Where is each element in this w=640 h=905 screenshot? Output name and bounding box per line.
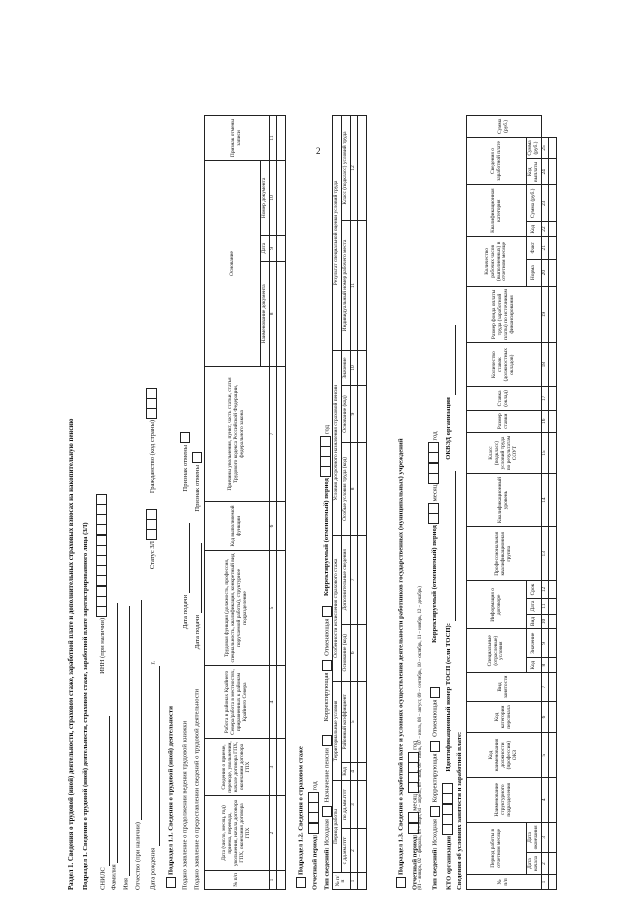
col-num: 12: [541, 581, 548, 598]
th-hours: Количество рабочих часов (выполненных) в отчетном месяце: [467, 236, 527, 286]
col-num: 4: [541, 777, 548, 822]
table-cell[interactable]: [548, 137, 556, 159]
sub13-id-num-label: Идентификационный номер ТОСП (если ТОСП):: [445, 623, 453, 772]
th-code: Код: [341, 762, 350, 780]
patronymic-row: [134, 600, 142, 890]
labor-activity-table: [204, 115, 286, 890]
cancel-sign-label: Признак отмены: [181, 444, 189, 492]
insurance-experience-table: [332, 115, 367, 890]
sub12-title: Подраздел 1.2. Сведения о страховом стаже: [297, 746, 305, 875]
sub11-title-row: [166, 706, 176, 890]
sub11-app-row: [180, 430, 190, 890]
table-cell[interactable]: [548, 259, 556, 286]
app-date2-field[interactable]: [194, 543, 202, 613]
table-cell[interactable]: [548, 527, 556, 581]
sub13-corr-year-label: год: [431, 431, 439, 441]
col-num: 6: [269, 502, 276, 551]
th-kod: Код: [527, 222, 542, 237]
app-submit-label: Подано заявление о продолжении ведения трудовой книжки: [181, 720, 189, 890]
table-cell[interactable]: [548, 474, 556, 527]
th-ind-num: Индивидуальный номер рабочего места: [341, 221, 350, 351]
col-num: 2: [350, 829, 357, 873]
th-class: Класс (подкласс) условий труда по результатам СОУТ: [467, 432, 542, 473]
col-num: 1: [350, 873, 357, 890]
th-doc-date: Дата: [261, 235, 270, 261]
table-cell[interactable]: [357, 781, 366, 829]
table-cell[interactable]: [276, 116, 285, 161]
th-from: с дд.мм.гггг: [341, 829, 350, 873]
col-num: 3: [541, 822, 548, 853]
table-cell[interactable]: [548, 581, 556, 598]
table-cell[interactable]: [357, 116, 366, 221]
sub13-type-row: [428, 431, 442, 890]
name-row: [122, 606, 130, 890]
col-num: 9: [350, 385, 357, 442]
sub13-corrective-label: Корректирующая: [431, 753, 439, 803]
th-reason: Причины увольнения, пункт, часть статьи, статья Трудового кодекса Российской Федерации, федерального закона: [205, 367, 270, 502]
table-cell[interactable]: [548, 410, 556, 432]
th-sum-vypl: Сумма (руб.): [527, 137, 542, 159]
th-start: Дата начала: [527, 853, 542, 875]
th-ok: Код наименования должности (профессии) ОКЗ: [467, 733, 542, 778]
th-salary-info: Сведения о заработной плате: [467, 137, 527, 185]
sub13-kto-label: КТО организации: [445, 835, 453, 890]
col-num: 6: [350, 624, 357, 681]
section1-title: Раздел 1. Сведения о трудовой (иной) деятельности, страховом стаже, заработной плате и дополнительных страховых взносах на накопительную пенсию: [68, 418, 75, 890]
col-num: 8: [269, 261, 276, 366]
snils-row: [96, 494, 110, 890]
table-cell[interactable]: [548, 777, 556, 822]
th-norm: Норма: [527, 259, 542, 286]
sub13-title: Подраздел 1.3. Сведения о заработной плате и условиях осуществления деятельности работников государственных (муниципальных) учреждений: [397, 438, 405, 875]
col-num: 4: [269, 666, 276, 739]
citizenship-label: Гражданство (код страны): [149, 419, 157, 494]
table-cell[interactable]: [276, 871, 285, 890]
col-num: 22: [541, 222, 548, 237]
th-qual: Квалификационный уровень: [467, 474, 542, 527]
th-basis-code: Основание (код): [341, 624, 350, 681]
table-cell[interactable]: [357, 221, 366, 351]
th-no: № п/п: [467, 875, 542, 890]
surname-label: Фамилия: [110, 864, 118, 890]
th-north: Работа в районах Крайнего Севера/работа в местностях, приравненных к районам Крайнего Севера: [205, 666, 270, 739]
table-cell[interactable]: [548, 236, 556, 259]
th-prof: Профессиональная квалификационная группа: [467, 527, 542, 581]
th-code: Код выполняемой функции: [205, 502, 270, 551]
table-cell[interactable]: [548, 598, 556, 614]
birth-year-suffix: г.: [149, 660, 157, 665]
table-cell[interactable]: [276, 739, 285, 796]
table-cell[interactable]: [357, 624, 366, 681]
sub12-corr-period-label: Корректируемый (отменяемый) период: [323, 478, 331, 596]
col-num: 5: [350, 681, 357, 762]
table-cell[interactable]: [357, 873, 366, 890]
sub13-type-label: Тип сведений:: [431, 847, 439, 890]
col-num: 1: [269, 871, 276, 890]
table-cell[interactable]: [357, 535, 366, 624]
th-special: Особенности исчисления страхового стажа: [333, 535, 342, 681]
app-date-label: Дата подачи: [181, 594, 189, 630]
th-sum: Сумма (руб.): [467, 116, 542, 138]
th-salary: Размер фонда оплаты труда (заработной платы) по источникам финансирования: [467, 286, 542, 342]
snils-label: СНИЛС: [99, 867, 107, 890]
sub13-corr-year-cells[interactable]: [428, 442, 442, 483]
sub13-initial-label: Исходная: [431, 819, 439, 846]
th-value: Значение: [341, 350, 350, 385]
th-doc-num: Номер документа: [261, 161, 270, 236]
sub13-checkbox[interactable]: [396, 877, 406, 888]
app-submit2-label: Подано заявление о предоставлении сведений о трудовой деятельности: [193, 688, 201, 890]
col-num: 16: [541, 410, 548, 432]
table-cell[interactable]: [548, 222, 556, 237]
snils-field[interactable]: [102, 716, 110, 866]
table-cell[interactable]: [548, 853, 556, 875]
th-extra: Дополнительные сведения: [341, 535, 350, 624]
th-rate: Размер ставки: [467, 410, 542, 432]
col-num: 7: [269, 367, 276, 502]
table-cell[interactable]: [276, 367, 285, 502]
sub13-kto-row: [442, 325, 456, 890]
table-cell[interactable]: [276, 161, 285, 236]
col-num: 15: [541, 432, 548, 473]
cancel-date-checkbox[interactable]: [192, 452, 202, 463]
th-position: Трудовая функция (должность, профессия, специальность, квалификация, конкретный вид поручаемой работы), структурное подразделение: [205, 551, 270, 666]
th-stake: Ставка (оклад): [467, 387, 542, 410]
sub13-period-label: Отчетный период:: [411, 834, 419, 890]
table-cell[interactable]: [357, 829, 366, 873]
page-number: 2: [316, 146, 321, 156]
th-no: № п/п: [333, 873, 351, 890]
col-num: 9: [541, 629, 548, 658]
sub12-corr-year-label: год: [323, 424, 331, 434]
status-cells[interactable]: [146, 509, 160, 540]
sub12-corrective-checkbox[interactable]: [322, 660, 332, 671]
th-cancel: Признак отмены записи: [205, 116, 270, 161]
th-territorial: Территориальные условия: [333, 681, 342, 780]
table-cell[interactable]: [276, 502, 285, 551]
cancel-sign-checkbox[interactable]: [180, 432, 190, 443]
sub13-initial-checkbox[interactable]: [430, 806, 440, 817]
table-cell[interactable]: [548, 733, 556, 778]
col-num: 18: [541, 343, 548, 387]
table-cell[interactable]: [357, 350, 366, 385]
col-num: 8: [541, 658, 548, 673]
sub12-assign-checkbox[interactable]: [322, 735, 332, 746]
table-cell[interactable]: [357, 443, 366, 536]
col-num: 10: [541, 614, 548, 629]
rotated-form-sheet: [50, 110, 560, 890]
col-num: 5: [541, 733, 548, 778]
th-qual-cat: Квалификационная категория: [467, 185, 527, 237]
col-num: 19: [541, 286, 548, 342]
name-field[interactable]: [122, 606, 130, 876]
th-class: Класс (подкласс) условий труда: [341, 116, 350, 221]
col-num: 13: [541, 527, 548, 581]
sub12-type-label: Тип сведений:: [323, 847, 331, 890]
col-num: 11: [350, 221, 357, 351]
sub13-id-num-field[interactable]: [448, 471, 456, 621]
table-cell[interactable]: [548, 822, 556, 853]
col-num: 3: [350, 781, 357, 829]
sub13-corr-period-label: Корректируемый (отменяемый) период: [431, 525, 439, 643]
th-to: по дд.мм.гггг: [341, 781, 350, 829]
table-cell[interactable]: [276, 261, 285, 366]
sub13-cancel-checkbox[interactable]: [430, 687, 440, 698]
th-date: Дата (число, месяц, год) приема, перевода, увольнения, начала договора ГПХ, окончания договора ГПХ: [205, 796, 270, 871]
th-extra: Информация о договоре: [467, 581, 527, 629]
surname-field[interactable]: [110, 603, 118, 863]
birth-date-field[interactable]: [152, 666, 160, 846]
table-cell[interactable]: [548, 614, 556, 629]
table-cell[interactable]: [357, 681, 366, 762]
sub13-okved-label: ОКВЭД организации: [445, 397, 453, 460]
th-special-work: Особые условия труда (код): [341, 443, 350, 536]
table-cell[interactable]: [276, 666, 285, 739]
table-cell[interactable]: [548, 673, 556, 702]
status-label: Статус ЗЛ: [149, 541, 157, 570]
table-cell[interactable]: [276, 551, 285, 666]
th-category: Код категории персонала: [467, 701, 542, 733]
inn-cells[interactable]: [96, 494, 110, 616]
table-cell[interactable]: [357, 762, 366, 780]
sub12-title-row: [296, 746, 306, 890]
table-cell[interactable]: [276, 235, 285, 261]
col-num: 5: [269, 551, 276, 666]
sub12-period-label: Отчетный период:: [311, 834, 319, 890]
name-label: Имя: [122, 878, 130, 890]
col-num: 2: [269, 796, 276, 871]
th-basis-code2: Основание (код): [341, 385, 350, 442]
th-kind: Вид занятости: [467, 673, 542, 702]
inn-label: ИНН (при наличии): [99, 617, 107, 674]
table-cell[interactable]: [548, 701, 556, 733]
patronymic-field[interactable]: [134, 600, 142, 820]
surname-row: [110, 603, 118, 890]
subsection1-title: Подраздел 1. Сведения о трудовой (иной) деятельности, страховом стаже, заработной плате зарегистрированного лица (ЗЛ): [82, 522, 89, 890]
col-num: 11: [269, 116, 276, 161]
sub13-month-label: месяц: [411, 794, 419, 811]
th-code-sign: Код: [527, 658, 542, 673]
sub13-cancel-label: Отменяющая: [431, 699, 439, 737]
sub11-checkbox[interactable]: [166, 877, 176, 888]
sub13-year-label: год: [411, 740, 419, 750]
th-basis: Основание: [205, 161, 261, 367]
sub13-months-hint: (01 – январь, 02 – февраль, 03 – март, 04 – апрель, 05 – май, 06 – июнь, 07 – июль, 08 – август, 09 – сентябрь, 10 – октябрь, 11 – ноябрь, 12 – декабрь): [418, 586, 423, 890]
col-num: 21: [541, 236, 548, 259]
th-sout: Результат специальной оценки условий труда: [333, 116, 342, 351]
sub13-title-row: [396, 438, 406, 890]
th-sign-value: Значение: [527, 629, 542, 658]
col-num: 4: [350, 762, 357, 780]
sub12-assign-label: Назначение пенсии: [323, 748, 331, 803]
sub13-corr-month-cells[interactable]: [428, 503, 442, 523]
sub13-corr-month-label: месяц: [431, 484, 439, 502]
col-num: 24: [541, 159, 548, 185]
table-cell[interactable]: [548, 658, 556, 673]
col-num: 9: [269, 235, 276, 261]
th-no: № п/п: [205, 871, 270, 890]
table-cell[interactable]: [548, 343, 556, 387]
th-fact: Факт: [527, 236, 542, 259]
col-num: 12: [350, 116, 357, 221]
sub13-table-title: Сведения об условиях занятости и заработной плате:: [456, 731, 463, 890]
sub13-kto-cells[interactable]: [442, 783, 456, 834]
col-num: 2: [541, 853, 548, 875]
th-event: Сведения о приеме, переводе, увольнении, начале договора ГПХ, окончании договора ГПХ: [205, 739, 270, 796]
col-num: 6: [541, 701, 548, 733]
table-cell[interactable]: [548, 286, 556, 342]
app-date2-label: Дата подачи: [193, 614, 201, 650]
th-kod-vypl: Код выплаты: [527, 159, 542, 185]
sub12-year-label: год: [311, 781, 319, 791]
sub12-checkbox[interactable]: [296, 877, 306, 888]
col-num: 3: [269, 739, 276, 796]
salary-conditions-table: [466, 115, 557, 890]
table-cell[interactable]: [548, 159, 556, 185]
th-coef: Районный коэффициент: [341, 681, 350, 762]
sub12-initial-checkbox[interactable]: [322, 806, 332, 817]
th-doc-name: Наименование документа: [261, 261, 270, 366]
col-num: 1: [541, 875, 548, 890]
birth-date-label: Дата рождения: [149, 847, 157, 890]
col-num: 7: [350, 535, 357, 624]
patronymic-label: Отчество (при наличии): [134, 822, 142, 890]
table-cell[interactable]: [548, 875, 556, 890]
table-cell[interactable]: [357, 385, 366, 442]
sub13-okved-field[interactable]: [448, 325, 456, 395]
th-period: Период работы в отчетном месяце: [467, 822, 527, 874]
col-num: 7: [541, 673, 548, 702]
app-date-field[interactable]: [182, 523, 190, 593]
table-cell[interactable]: [548, 185, 556, 222]
col-num: 11: [541, 598, 548, 614]
col-num: 17: [541, 387, 548, 410]
th-position: Наименование структурного подразделения: [467, 777, 542, 822]
sub12-initial-label: Исходная: [323, 819, 331, 846]
col-num: 23: [541, 185, 548, 222]
th-count: Количество ставок (должностных окладов): [467, 343, 542, 387]
table-cell[interactable]: [548, 387, 556, 410]
th-start-dog: Дата: [527, 598, 542, 614]
col-num: 20: [541, 259, 548, 286]
sub12-corrective-label: Корректирующая: [323, 672, 331, 722]
col-num: 14: [541, 474, 548, 527]
th-signs: Специальные (отраслевые) условия: [467, 629, 527, 673]
col-num: 10: [350, 350, 357, 385]
th-sum-cat: Сумма (руб.): [527, 185, 542, 222]
th-end: Дата окончания: [527, 822, 542, 853]
th-term: Срок: [527, 581, 542, 598]
table-cell[interactable]: [276, 796, 285, 871]
sub11-app2-row: [192, 450, 202, 890]
sub11-title: Подраздел 1.1. Сведения о трудовой (иной) деятельности: [167, 706, 175, 875]
table-cell[interactable]: [548, 629, 556, 658]
col-num: 25: [541, 137, 548, 159]
th-early: Условия досрочного назначения страховой пенсии: [333, 350, 342, 535]
birth-row: [146, 388, 160, 890]
sub12-cancel-checkbox[interactable]: [322, 606, 332, 617]
cancel-date-label: Признак отмены: [193, 464, 201, 512]
col-num: 8: [350, 443, 357, 536]
sub13-corrective-checkbox[interactable]: [430, 741, 440, 752]
col-num: 10: [269, 161, 276, 236]
citizenship-cells[interactable]: [146, 388, 160, 419]
table-cell[interactable]: [548, 432, 556, 473]
th-kind-dog: Вид: [527, 614, 542, 629]
sub12-cancel-label: Отменяющая: [323, 618, 331, 656]
th-period: Период работы: [333, 781, 342, 873]
